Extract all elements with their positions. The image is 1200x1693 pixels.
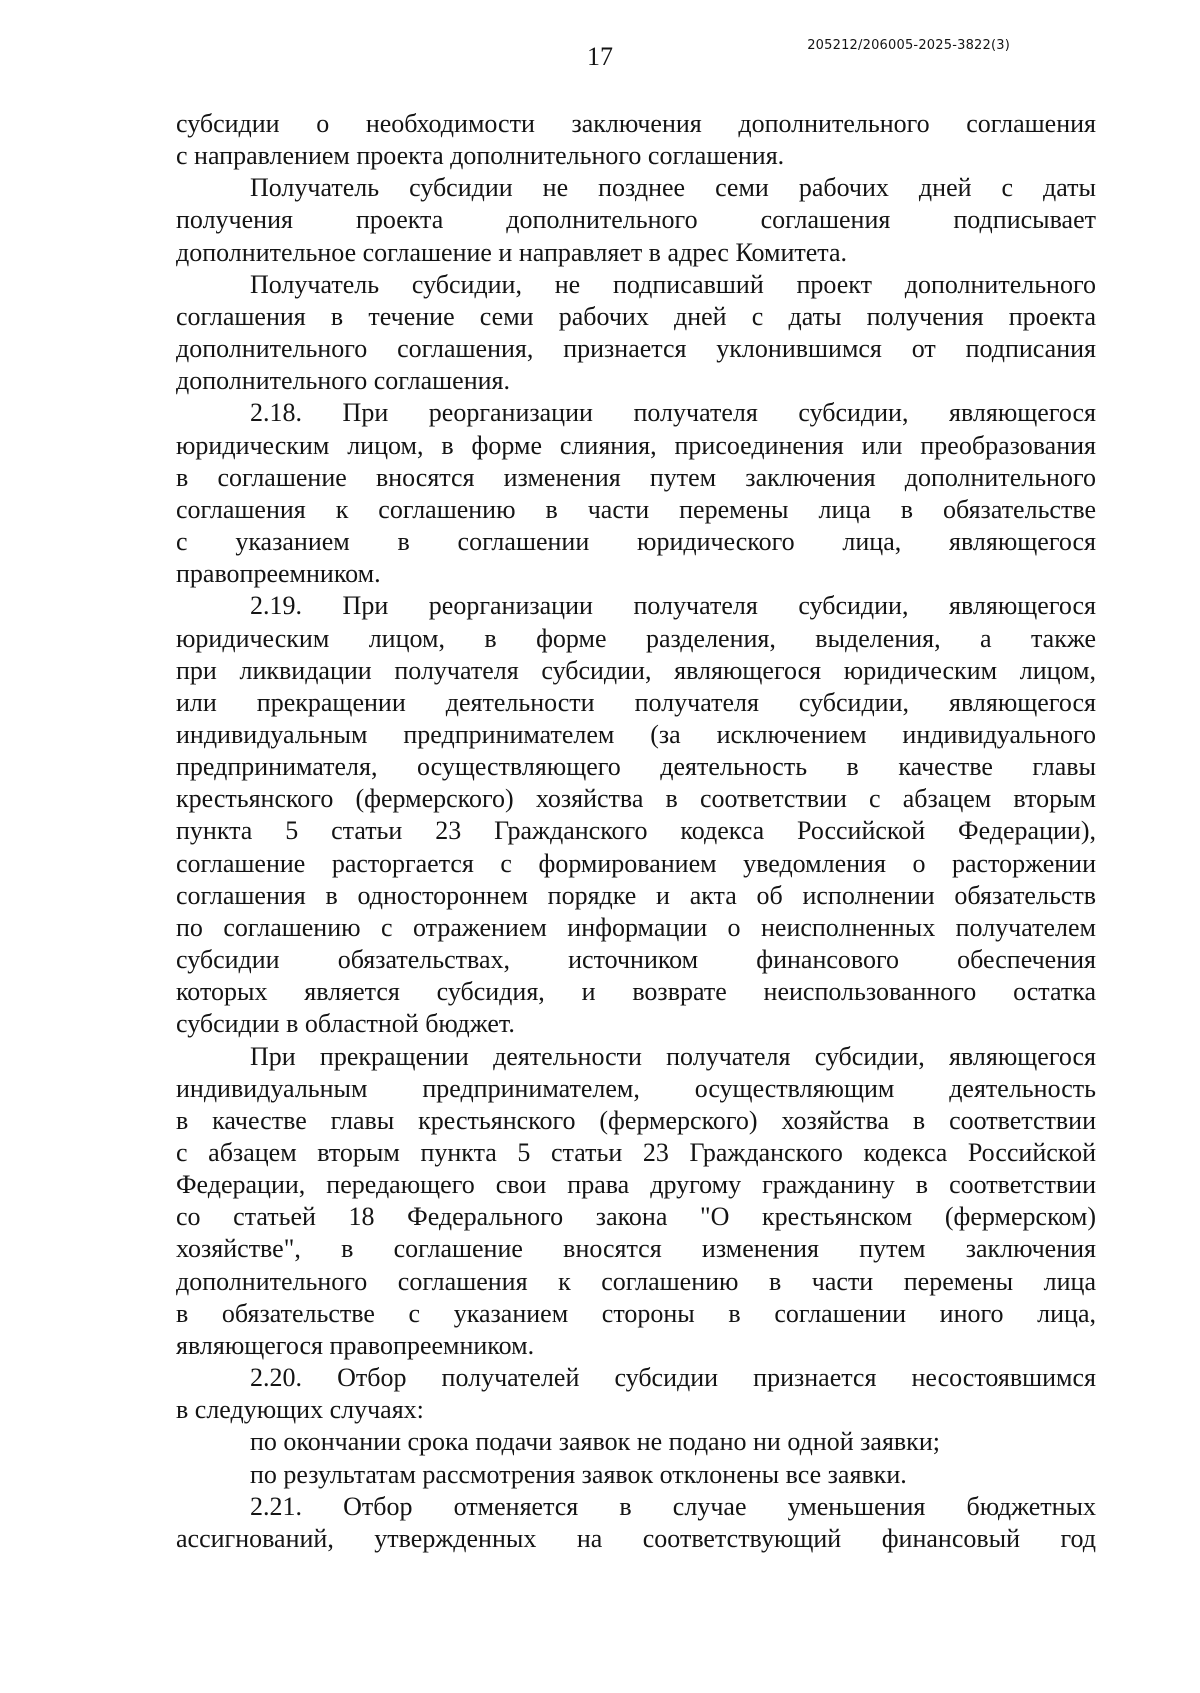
document-body [176,108,1096,1555]
text-line: индивидуальным предпринимателем, осуществляющим деятельность [176,1073,1096,1103]
text-line: являющегося правопреемником. [176,1330,535,1360]
text-line: соглашения в течение семи рабочих дней с даты получения проекта [176,301,1096,331]
text-line: крестьянского (фермерского) хозяйства в соответствии с абзацем вторым [176,784,1096,814]
text-line: юридическим лицом, в форме разделения, выделения, а также [176,623,1096,653]
text-line: предпринимателя, осуществляющего деятельность в качестве главы [176,752,1096,782]
text-line: 2.18. При реорганизации получателя субсидии, являющегося [250,398,1096,428]
text-line: юридическим лицом, в форме слияния, присоединения или преобразования [176,430,1096,460]
page-number: 17 [587,42,613,71]
text-line: в качестве главы крестьянского (фермерского) хозяйства в соответствии [176,1105,1096,1135]
text-line: в соглашение вносятся изменения путем заключения дополнительного [176,462,1096,492]
text-line: субсидии о необходимости заключения дополнительного соглашения [176,109,1096,138]
text-line: субсидии в областной бюджет. [176,1009,515,1039]
text-line: которых является субсидия, и возврате неиспользованного остатка [176,977,1096,1007]
text-line: с направлением проекта дополнительного соглашения. [176,141,785,171]
text-line: Получатель субсидии не позднее семи рабочих дней с даты [250,173,1096,203]
text-line: правопреемником. [176,559,381,589]
text-line: дополнительного соглашения. [176,366,511,396]
text-line: 2.20. Отбор получателей субсидии признается несостоявшимся [250,1363,1096,1393]
text-line: субсидии обязательствах, источником финансового обеспечения [176,945,1096,975]
text-line: При прекращении деятельности получателя субсидии, являющегося [250,1041,1096,1071]
text-line: с абзацем вторым пункта 5 статьи 23 Гражданского кодекса Российской [176,1138,1096,1167]
text-line: хозяйстве", в соглашение вносятся изменения путем заключения [176,1234,1096,1264]
text-line: пункта 5 статьи 23 Гражданского кодекса Российской Федерации), [176,816,1096,846]
text-line: по окончании срока подачи заявок не подано ни одной заявки; [250,1427,940,1457]
text-line: соглашение расторгается с формированием уведомления о расторжении [176,848,1096,878]
text-line: дополнительного соглашения к соглашению в части перемены лица [176,1266,1096,1296]
text-line: Получатель субсидии, не подписавший проект дополнительного [250,269,1096,299]
text-line: 2.21. Отбор отменяется в случае уменьшения бюджетных [250,1491,1096,1521]
text-line: при ликвидации получателя субсидии, являющегося юридическим лицом, [176,655,1096,685]
text-line: получения проекта дополнительного соглашения подписывает [176,205,1096,235]
text-line: в следующих случаях: [176,1395,424,1425]
text-line: дополнительного соглашения, признается уклонившимся от подписания [176,334,1096,364]
text-line: со статьей 18 Федерального закона "О крестьянском (фермерском) [176,1202,1096,1232]
text-line: с указанием в соглашении юридического лица, являющегося [176,527,1096,557]
text-line: в обязательстве с указанием стороны в соглашении иного лица, [176,1298,1096,1328]
text-line: соглашения в одностороннем порядке и акта об исполнении обязательств [176,880,1096,910]
text-line: по соглашению с отражением информации о неисполненных получателем [176,912,1096,942]
text-line: соглашения к соглашению в части перемены лица в обязательстве [176,494,1096,524]
text-line: индивидуальным предпринимателем (за исключением индивидуального [176,719,1096,749]
text-line: дополнительное соглашение и направляет в адрес Комитета. [176,237,847,267]
text-line: 2.19. При реорганизации получателя субсидии, являющегося [250,591,1096,621]
text-line: Федерации, передающего свои права другому гражданину в соответствии [176,1170,1096,1200]
text-line: или прекращении деятельности получателя субсидии, являющегося [176,687,1096,717]
text-line: ассигнований, утвержденных на соответствующий финансовый год [176,1523,1096,1553]
text-line: по результатам рассмотрения заявок отклонены все заявки. [250,1459,907,1489]
document-id: 205212/206005-2025-3822(3) [807,38,1010,53]
